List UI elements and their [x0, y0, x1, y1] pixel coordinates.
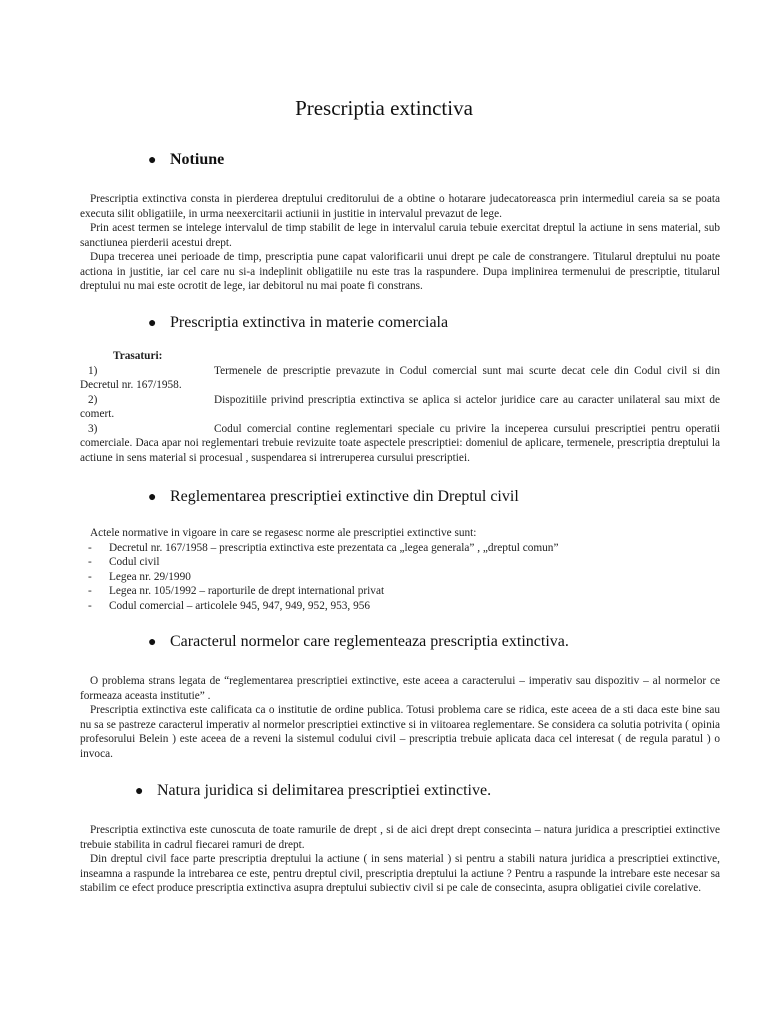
numbered-item [80, 364, 720, 393]
section-body-natura [80, 823, 720, 896]
paragraph: Prescriptia extinctiva consta in pierderea dreptului creditorului de a obtine o hotarare judecatoreasca prin intermediul careia sa se poata executa silit obligatiile, in urma neexercitarii actiunii in justitie in intervalul prevazut de lege. [80, 193, 720, 220]
paragraph: Din dreptul civil face parte prescriptia dreptului la actiune ( in sens material ) si pentru a stabili natura juridica a prescriptiei extinctive, inseamna a raspunde la intrebarea ce este, pentru dreptul civil, prescriptia dreptului la actiune ? Pentru a raspunde la intrebare este necesar sa stabilim ce efect produce prescriptia extinctiva asupra dreptului subiectiv civil si pe cale de consecinta, asupra obligatiei civile corelative. [80, 853, 720, 894]
paragraph: Prescriptia extinctiva este cunoscuta de toate ramurile de drept , si de aici drept drept consecinta – natura juridica a prescriptiei extinctive trebuie stabilita in cadrul fiecarei ramuri de drept. [80, 824, 720, 851]
list-item: - Legea nr. 105/1992 – raporturile de drept international privat [88, 585, 385, 597]
paragraph: O problema strans legata de “reglementarea prescriptiei extinctive, este aceea a caracterului – imperativ sau dispozitiv – al normelor ce formeaza aceasta institutie” . [80, 675, 720, 702]
item-number: 3) [88, 422, 98, 435]
bullet-icon: ● [148, 153, 157, 168]
trasaturi-label: Trasaturi: [113, 350, 163, 362]
paragraph: Prescriptia extinctiva este calificata ca o institutie de ordine publica. Totusi problema care se ridica, este aceea de a sti daca este bine sau nu sa se pastreze caracterul imperativ al normelor prescriptiei extinctive si in viitoarea reglementare. Se considera ca solutia potrivita ( opinia profesorului Belein ) este aceea de a reveni la sistemul codului civil – prescriptia trebuie aplicata daca cel interesat ( de regula paratul ) o invoca. [80, 704, 720, 760]
section-heading-comerciala: ● Prescriptia extinctiva in materie comerciala [148, 313, 448, 334]
section-heading-notiune: ● Notiune [148, 150, 224, 171]
list-item: - Decretul nr. 167/1958 – prescriptia extinctiva este prezentata ca „legea generala” , „dreptul comun” [88, 541, 559, 554]
section-heading-drept-civil: ● Reglementarea prescriptiei extinctive din Dreptul civil [148, 487, 519, 508]
section-body-comerciala [80, 349, 720, 465]
numbered-item [80, 422, 720, 466]
bullet-icon: ● [135, 784, 144, 799]
section-heading-natura: ● Natura juridica si delimitarea prescriptiei extinctive. [135, 781, 491, 802]
bullet-icon: ● [148, 490, 157, 505]
numbered-item [80, 393, 720, 422]
section-heading-caracter: ● Caracterul normelor care reglementeaza prescriptia extinctiva. [148, 632, 569, 653]
paragraph: Dupa trecerea unei perioade de timp, prescriptia pune capat valorificarii unui drept pe cale de constrangere. Titularul dreptului nu poate actiona in justitie, iar cel care nu si-a indeplinit obligatiile nu este tras la raspundere. Dupa implinirea termenului de prescriptie, titularul dreptului nu mai este ocrotit de lege, iar debitorul nu mai poate fi constrans. [80, 251, 720, 292]
bullet-icon: ● [148, 316, 157, 331]
item-number: 1) [88, 364, 98, 377]
list-item: - Codul civil [88, 556, 160, 568]
item-text: Termenele de prescriptie prevazute in Codul comercial sunt mai scurte decat cele din Codul civil si din Decretul nr. 167/1958. [80, 364, 720, 391]
section-body-caracter [80, 674, 720, 761]
item-text: Codul comercial contine reglementari speciale cu privire la inceperea cursului prescriptiei pentru operatii comerciale. Daca apar noi reglementari trebuie revizuite toate aspectele prescriptiei: domeniul de aplicare, termenele, prescriptia dreptului la actiune in sens material si procesual , suspendarea si intreruperea cursului prescriptiei. [80, 422, 720, 464]
document-title: Prescriptia extinctiva [295, 96, 473, 120]
bullet-icon: ● [148, 635, 157, 650]
item-number: 2) [88, 393, 98, 406]
paragraph: Prin acest termen se intelege intervalul de timp stabilit de lege in intervalul caruia tebuie exercitat dreptul la actiune in sens material, sub sanctiunea pierderii acestui drept. [80, 222, 720, 249]
list-item: - Legea nr. 29/1990 [88, 570, 191, 583]
acts-list [80, 541, 720, 614]
section-body-drept-civil [80, 526, 720, 613]
list-item: - Codul comercial – articolele 945, 947, 949, 952, 953, 956 [88, 599, 371, 612]
item-text: Dispozitiile privind prescriptia extinctiva se aplica si actelor juridice care au caracter unilateral sau mixt de comert. [80, 393, 720, 420]
paragraph: Actele normative in vigoare in care se regasesc norme ale prescriptiei extinctive sunt: [90, 527, 477, 539]
section-body-notiune [80, 192, 720, 294]
